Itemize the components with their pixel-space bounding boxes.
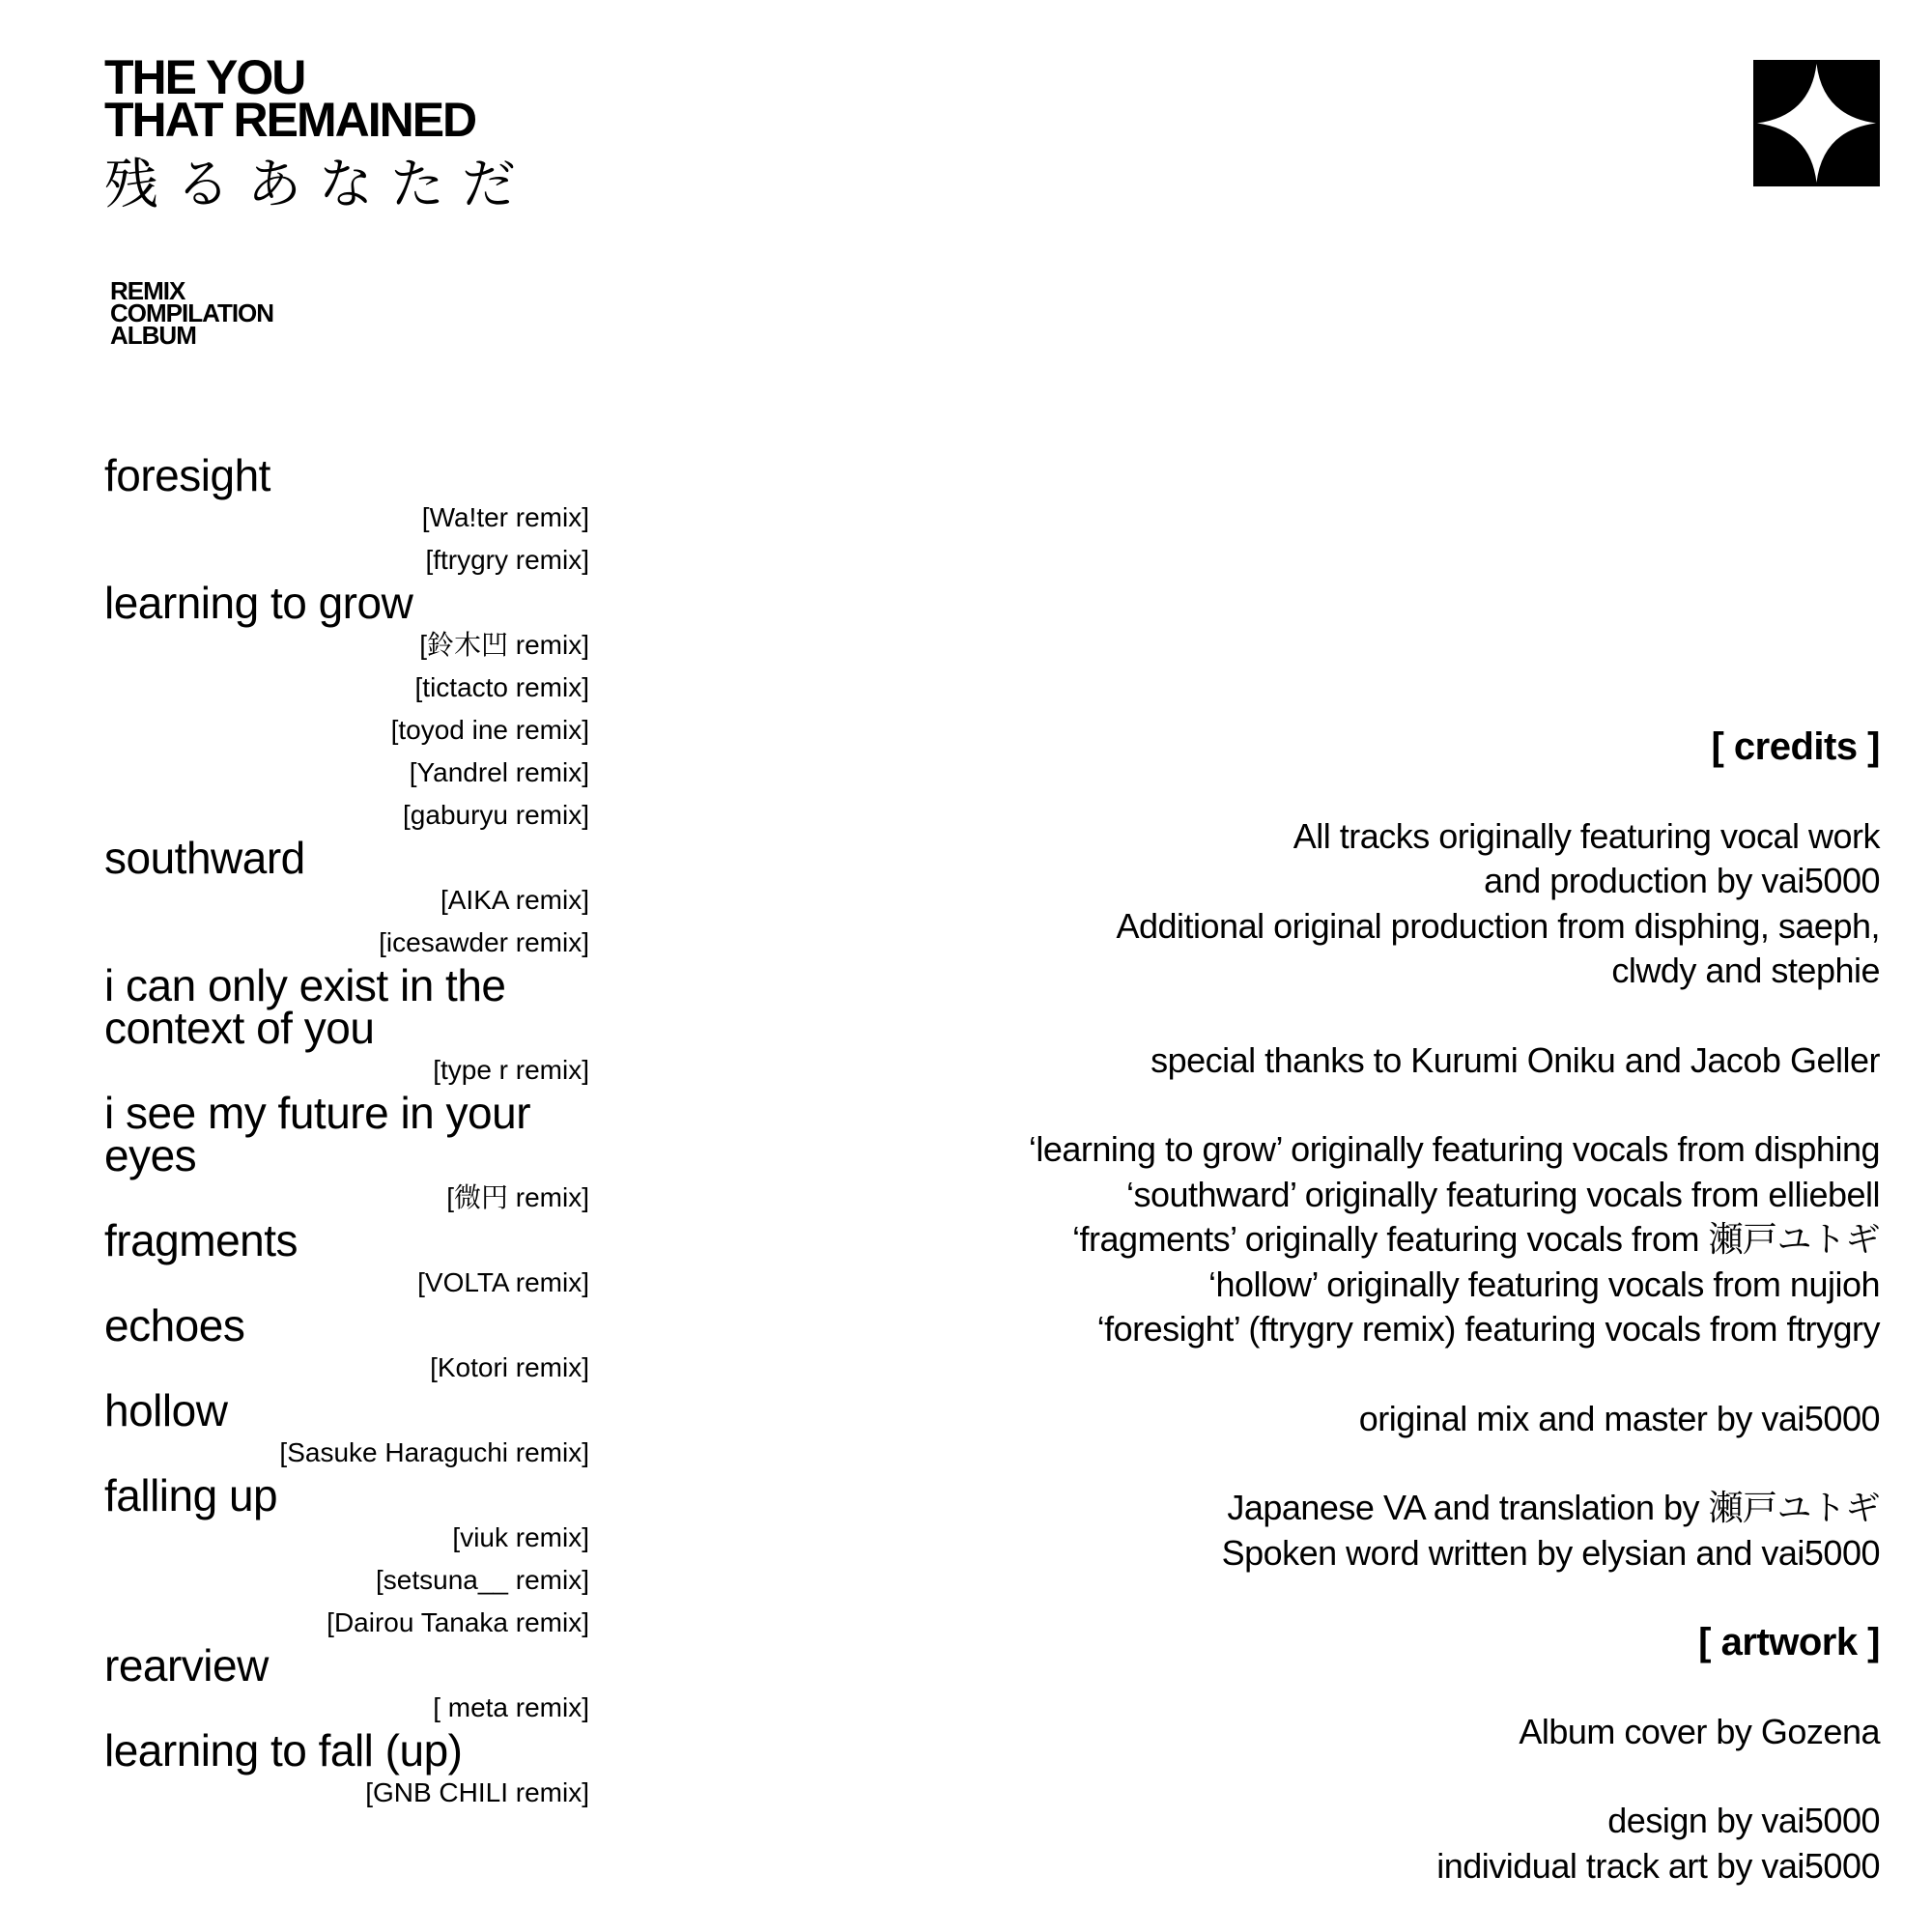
artwork-line: design by vai5000 bbox=[1607, 1801, 1880, 1840]
track-remix: [type r remix] bbox=[433, 1055, 589, 1085]
track-title: echoes bbox=[104, 1300, 245, 1350]
credits-line: and production by vai5000 bbox=[1484, 861, 1880, 900]
track-remix: [gaburyu remix] bbox=[403, 800, 589, 830]
credits-line: special thanks to Kurumi Oniku and Jacob Geller bbox=[1151, 1039, 1880, 1080]
credits-block-production bbox=[914, 814, 1880, 994]
track-remix: [Yandrel remix] bbox=[409, 757, 589, 787]
artwork-block-design bbox=[914, 1799, 1880, 1889]
credits-heading: [ credits ] bbox=[1711, 725, 1880, 768]
subtitle-line-3: ALBUM bbox=[110, 321, 196, 350]
album-title-line-2: THAT REMAINED bbox=[104, 93, 476, 147]
credits-line: ‘fragments’ originally featuring vocals from 瀬戸ユトギ bbox=[1072, 1219, 1880, 1259]
track-title: learning to grow bbox=[104, 578, 413, 628]
album-subtitle bbox=[110, 276, 274, 350]
credits-line: ‘learning to grow’ originally featuring vocals from disphing bbox=[1028, 1129, 1880, 1169]
credits-line: Spoken word written by elysian and vai5000 bbox=[1221, 1532, 1880, 1573]
credits-line: Additional original production from disphing, saeph, bbox=[1116, 905, 1880, 946]
track-remix: [viuk remix] bbox=[452, 1522, 589, 1552]
album-title-line-1: THE YOU bbox=[104, 50, 305, 104]
track-remix: [AIKA remix] bbox=[440, 885, 589, 915]
credits-block-vocals bbox=[914, 1127, 1880, 1352]
album-title bbox=[104, 50, 476, 147]
track-title: falling up bbox=[104, 1470, 278, 1520]
credits-block-spoken bbox=[914, 1486, 1880, 1576]
track-remix: [toyod ine remix] bbox=[390, 715, 589, 745]
track-title: foresight bbox=[104, 450, 270, 500]
track-remix: [Wa!ter remix] bbox=[421, 502, 589, 532]
credits-line: clwdy and stephie bbox=[1611, 951, 1880, 990]
track-title: learning to fall (up) bbox=[104, 1725, 463, 1776]
track-title: i see my future in your eyes bbox=[104, 1088, 531, 1180]
track-title: southward bbox=[104, 833, 305, 883]
track-remix: [VOLTA remix] bbox=[417, 1267, 589, 1297]
credits-line: ‘foresight’ (ftrygry remix) featuring vocals from ftrygry bbox=[1096, 1309, 1880, 1349]
artwork-block-cover bbox=[914, 1710, 1880, 1755]
track-remix: [微円 remix] bbox=[446, 1182, 589, 1212]
artwork-heading: [ artwork ] bbox=[1698, 1621, 1880, 1663]
artwork-line: individual track art by vai5000 bbox=[1436, 1845, 1880, 1886]
artwork-line: Album cover by Gozena bbox=[1519, 1711, 1880, 1751]
four-point-star-icon bbox=[1753, 60, 1880, 186]
track-remix: [Dairou Tanaka remix] bbox=[327, 1607, 589, 1637]
track-remix: [Sasuke Haraguchi remix] bbox=[279, 1437, 589, 1467]
track-remix: [setsuna__ remix] bbox=[376, 1565, 589, 1595]
credits-block-mix bbox=[914, 1397, 1880, 1442]
credits-line: ‘southward’ originally featuring vocals from elliebell bbox=[1125, 1174, 1880, 1214]
track-remix: [icesawder remix] bbox=[379, 927, 589, 957]
credits-line: Japanese VA and translation by 瀬戸ユトギ bbox=[1227, 1488, 1880, 1527]
subtitle-line-2: COMPILATION bbox=[110, 298, 274, 327]
credits-section bbox=[914, 724, 1880, 1889]
track-remix: [鈴木凹 remix] bbox=[419, 630, 589, 660]
credits-line: ‘hollow’ originally featuring vocals from nujioh bbox=[1208, 1264, 1880, 1304]
track-title: rearview bbox=[104, 1640, 269, 1690]
track-remix: [tictacto remix] bbox=[414, 672, 589, 702]
credits-line: original mix and master by vai5000 bbox=[1358, 1398, 1880, 1438]
track-remix: [GNB CHILI remix] bbox=[365, 1777, 589, 1807]
album-title-japanese: 残るあなただ bbox=[104, 154, 533, 216]
track-remix: [ meta remix] bbox=[433, 1692, 589, 1722]
track-title: hollow bbox=[104, 1385, 228, 1435]
track-title: fragments bbox=[104, 1215, 298, 1265]
tracklist bbox=[104, 450, 599, 1814]
credits-line: All tracks originally featuring vocal work bbox=[1293, 815, 1880, 856]
credits-block-thanks bbox=[914, 1038, 1880, 1084]
track-remix: [ftrygry remix] bbox=[425, 545, 589, 575]
subtitle-line-1: REMIX bbox=[110, 276, 185, 305]
track-title: i can only exist in the context of you bbox=[104, 960, 506, 1053]
track-remix: [Kotori remix] bbox=[430, 1352, 589, 1382]
